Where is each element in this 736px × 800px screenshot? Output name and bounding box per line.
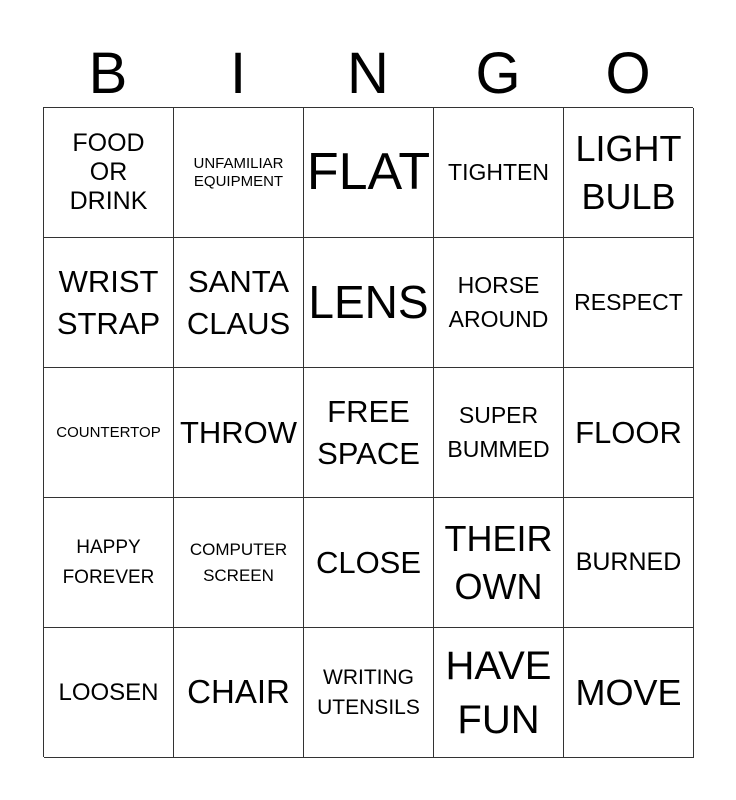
- cell-label: CHAIR: [187, 673, 290, 711]
- bingo-cell-r5c2[interactable]: [174, 628, 304, 758]
- cell-label: LENS: [308, 276, 429, 329]
- bingo-cell-r1c3[interactable]: [304, 108, 434, 238]
- bingo-cell-r3c3[interactable]: [304, 368, 434, 498]
- header-letter-o: O: [605, 41, 651, 106]
- cell-label: COUNTERTOP: [56, 423, 161, 441]
- cell-label: FLAT: [306, 142, 431, 201]
- bingo-cell-r3c5[interactable]: [564, 368, 694, 498]
- bingo-cell-r3c4[interactable]: [434, 368, 564, 498]
- bingo-cell-r4c5[interactable]: [564, 498, 694, 628]
- cell-label: WRIST STRAP: [56, 263, 161, 341]
- bingo-cell-r1c2[interactable]: [174, 108, 304, 238]
- header-letter-n: N: [347, 41, 389, 106]
- bingo-cell-r2c5[interactable]: [564, 238, 694, 368]
- bingo-cell-r2c1[interactable]: [44, 238, 174, 368]
- cell-label: WRITING UTENSILS: [317, 666, 420, 719]
- cell-label: FREE SPACE: [317, 393, 420, 471]
- cell-label: CLOSE: [315, 544, 422, 580]
- bingo-cell-r2c3[interactable]: [304, 238, 434, 368]
- cell-label: TIGHTEN: [448, 159, 549, 186]
- cell-label: MOVE: [575, 671, 682, 713]
- cell-label: HORSE AROUND: [448, 272, 549, 332]
- cell-label: HAPPY FOREVER: [62, 537, 155, 588]
- bingo-cell-r5c4[interactable]: [434, 628, 564, 758]
- cell-label: HAVE FUN: [445, 643, 552, 742]
- header-letter-i: I: [229, 41, 247, 106]
- header-letter-b: B: [88, 41, 128, 106]
- bingo-cell-r1c5[interactable]: [564, 108, 694, 238]
- cell-label: UNFAMILIAR EQUIPMENT: [193, 155, 284, 190]
- bingo-cell-r5c1[interactable]: [44, 628, 174, 758]
- cell-label: BURNED: [575, 548, 682, 577]
- header-letter-g: G: [475, 41, 521, 106]
- bingo-board: [43, 107, 693, 757]
- bingo-cell-r5c3[interactable]: [304, 628, 434, 758]
- cell-label: THEIR OWN: [444, 517, 553, 607]
- bingo-cell-r4c4[interactable]: [434, 498, 564, 628]
- cell-label: RESPECT: [574, 289, 683, 316]
- cell-label: SUPER BUMMED: [447, 402, 550, 462]
- cell-label: COMPUTER SCREEN: [189, 540, 288, 585]
- bingo-cell-r5c5[interactable]: [564, 628, 694, 758]
- cell-label: FLOOR: [575, 414, 682, 450]
- cell-label: THROW: [179, 414, 298, 450]
- bingo-cell-r1c1[interactable]: [44, 108, 174, 238]
- cell-label: FOOD OR DRINK: [69, 129, 148, 215]
- bingo-cell-r3c2[interactable]: [174, 368, 304, 498]
- bingo-cell-r2c4[interactable]: [434, 238, 564, 368]
- cell-label: SANTA CLAUS: [186, 263, 291, 341]
- bingo-cell-r1c4[interactable]: [434, 108, 564, 238]
- bingo-cell-r4c3[interactable]: [304, 498, 434, 628]
- bingo-cell-r4c1[interactable]: [44, 498, 174, 628]
- bingo-header: [43, 40, 693, 108]
- cell-label: LOOSEN: [58, 678, 159, 706]
- cell-label: LIGHT BULB: [575, 127, 682, 217]
- bingo-cell-r3c1[interactable]: [44, 368, 174, 498]
- bingo-cell-r4c2[interactable]: [174, 498, 304, 628]
- bingo-cell-r2c2[interactable]: [174, 238, 304, 368]
